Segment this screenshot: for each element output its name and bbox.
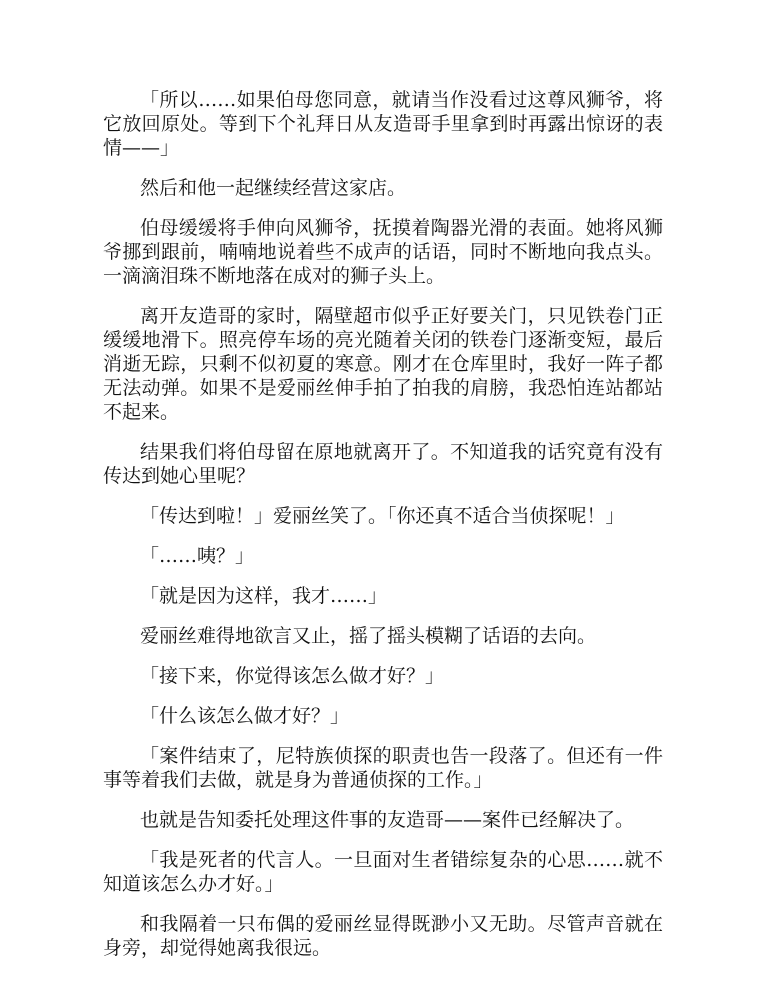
paragraph: 伯母缓缓将手伸向风狮爷，抚摸着陶器光滑的表面。她将风狮爷挪到跟前，喃喃地说着些不成声的话语，同时不断地向我点头。一滴滴泪珠不断地落在成对的狮子头上。: [103, 217, 663, 287]
paragraph: 「……咦？」: [140, 545, 255, 567]
paragraph: 「什么该怎么做才好？」: [140, 705, 350, 727]
paragraph: 「案件结束了，尼特族侦探的职责也告一段落了。但还有一件事等着我们去做，就是身为普通侦探的工作。」: [103, 745, 663, 791]
paragraph: 也就是告知委托处理这件事的友造哥——案件已经解决了。: [140, 809, 635, 831]
paragraph: 「就是因为这样，我才……」: [140, 585, 388, 607]
paragraph: 「我是死者的代言人。一旦面对生者错综复杂的心思……就不知道该怎么办才好。」: [103, 849, 663, 895]
paragraph: 结果我们将伯母留在原地就离开了。不知道我的话究竟有没有传达到她心里呢？: [103, 441, 663, 487]
paragraph: 然后和他一起继续经营这家店。: [140, 177, 407, 199]
paragraph: 爱丽丝难得地欲言又止，摇了摇头模糊了话语的去向。: [140, 625, 597, 647]
paragraph: 「传达到啦！」爱丽丝笑了。「你还真不适合当侦探呢！」: [140, 505, 625, 527]
paragraph: 和我隔着一只布偶的爱丽丝显得既渺小又无助。尽管声音就在身旁，却觉得她离我很远。: [103, 913, 663, 959]
paragraph: 「接下来，你觉得该怎么做才好？」: [140, 665, 445, 687]
paragraph: 「所以……如果伯母您同意，就请当作没看过这尊风狮爷，将它放回原处。等到下个礼拜日从友造哥手里拿到时再露出惊讶的表情——」: [103, 89, 663, 159]
paragraph: 离开友造哥的家时，隔壁超市似乎正好要关门，只见铁卷门正缓缓地滑下。照亮停车场的亮光随着关闭的铁卷门逐渐变短，最后消逝无踪，只剩不似初夏的寒意。刚才在仓库里时，我好一阵子都无法动弹。如果不是爱丽丝伸手拍了拍我的肩膀，我恐怕连站都站不起来。: [103, 305, 663, 423]
